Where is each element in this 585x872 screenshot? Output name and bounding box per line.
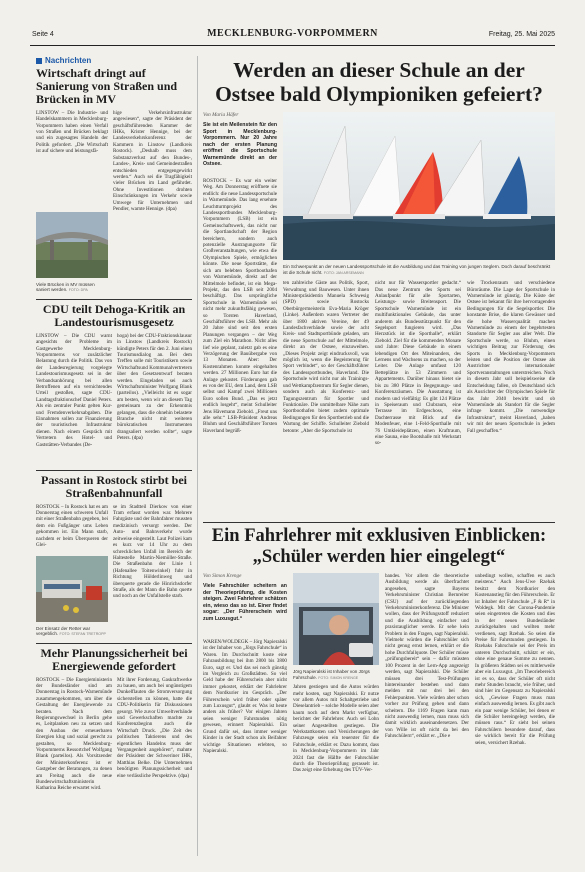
article-text: unbedingt wollen, schaffen es auch meistens.“ Auch Jens-Uwe Rzehak besitzt dem Nordkurier den Kostenanstieg für den Führerschein. Er ist Inhaber der Fahrschule „F & R“ in Woldegk. Mit der Corona-Pandemie seien eingetreten die Kosten und dies in der neuen Bundesländer zurückgehalten und wollten mehr verdienen, sagt Rzehak. So seien die Preise für Fahrstunden gestiegen. In Rzehaks Fahrschule sei der Preis im unteren Durchschnitt, schätzt er ein, ohne eine genaue Summe zu nennen. In größeren Städten sei es mittlerweile aber ein Luxusgut. „Im Theoriebereich ist es so, dass der Schüler oft nicht mehr Stunden braucht, wie früher, und sind hier im Gegensatz zu Napieralski sich, „Gewisse Fragen muss man einfach auswendig lernen. Es gibt auch ein paar wenige Schüler, bei denen er die Schüler hereingelegt werden, die müssen raus.“ Er sieht bei seinen Fahrschülern besondere darauf, dass sie wirklich bereit für die Prüfung seien, versichert Rzehak.	[474, 573, 555, 746]
article-text: Jahren gestiegen und die Autos würden mehr kosten, sagt Napieralski. Er nutze vor allem Autos mit Schaltgetriebe und Dieselantrieb – solche Modelle seien aber kaum noch auf dem Markt verfügbar, berichtet der Fahrlehrer. Auch sei Lohn seiner Angestellten gestiegen. Die Werkstattkosten und Versicherungen der Fahrzeuge seien ein teuerster für die Fahrschule, erklärt er. Dazu kommt, dass in Mecklenburg-Vorpommern im Jahr 2024 fast die Hälfte der Fahrschüler durch die Theorieprüfung gerasselt ist. Das zeigt eine Erhebung des TÜV-Ver-	[292, 684, 379, 774]
article-text: WAREN/WOLDEGK – Jörg Napieralski ist der Inhaber von „Jörgs Fahrschule“ in Waren. Im Durchschnitt koste eine Fahrausbildung bei ihm 2800 bis 3800 Euro, sagt er. Und das sei noch günstig im Vergleich zu Großstädten. So viel Geld habe der Führerschein aber nicht immer gekostet, erklärt der Fahrlehrer dem Nordkurier im Gespräch. „Der Führerschein wird früher oder später zum Luxusgut“, glaubt er. Was ist heute anders als früher? Vor einigen Jahren seien weniger Fahrstunden nötig gewesen, erinnert Napieralski. Ein Grund dafür sei, dass immer weniger Kinder in der Stadt schon als Beifahrer wichtige Situationen erlebten, so Napieralski.	[203, 639, 287, 754]
article-lead: Viele Fahrschüler scheitern an der Theorieprüfung, die Kosten steigen. Zwei Fahrlehrer schätzen ein, wieso das so ist. Einer findet sogar: „Der Führerschein wird zum Luxusgut.“	[203, 583, 287, 622]
photo-caption: Ein Schwerpunkt an der neuen Landessportschule ist die Ausbildung und das Training von jungen Seglern. Doch darauf beschränkt ist die Schule nicht. FOTO: JAN ARSEMANN	[283, 264, 551, 275]
photo-caption: Jörg Napieralski ist Inhaber von Jörgs Fahrschule. FOTO: SIMON KRENGE	[292, 669, 370, 680]
photo-caption: Viele Brücken in MV müssen saniert werden. FOTO: DPA	[36, 281, 95, 293]
article-lead: Sie ist ein Meilenstein für den Sport in Mecklenburg-Vorpommern. Nur 20 Jahre nach der ersten Planung eröffnet die Sportschule Warnemünde direkt an der Ostsee.	[203, 122, 277, 167]
article-text: ten zahlreiche Gäste aus Politik, Sport, Verwaltung und Bauwesen. Unter ihnen Ministerpräsidentin Manuela Schwesig (SPD) sowie Rostocks Oberbürgermeisterin Eva-Maria Kröger (Linke). Außerdem waren Vertreter der über 1800 aktiven Vereine, der 49 Landesfachverbände sowie der acht Kreis- und Stadtsportbünde geladen, um die neue Sportschule auf der Mittelmole, direkt an der Ostsee, einzuweihen. „Dieses Projekt zeigt eindrucksvoll, was möglich ist, wenn die Begeisterung für Sport verbindet“, so der Geschäftsführer des Landessportbundes, Haverland. Die Sportschule wird nicht nur als Trainings- und Wettkampfzentrum für Segler dienen, sondern auch als Konferenz- und Tagungszentrum für Sportler und Funktionäre. Die unmittelbare Nähe zum Sportboothafen bietet zudem optimale Bedingungen für den Sportbetrieb und die Wartung der Schiffe. Schulleiter Ziebold betonte: „Aber die Sportschule ist	[283, 280, 369, 434]
article-text: LINSTOW – Die Industrie- und Handelskammern in Mecklenburg-Vorpommern haben einen Verfall von Straßen und Brücken beklagt und ein zugesagtes Handeln der Politik gefordert. „Die Wirtschaft ist auf sichere und leistungsfä-	[36, 109, 108, 155]
article-title: Wirtschaft dringt auf Sanierung von Straßen und Brücken in MV	[36, 66, 178, 106]
main-article	[203, 56, 555, 538]
article-title: Passant in Rostock stirbt bei Straßenbahnunfall	[40, 472, 187, 500]
issue-date: Freitag, 25. Mai 2025	[488, 31, 555, 38]
main-headline: Werden an dieser Schule an der Ostsee bald Olympioniken gefeiert?	[215, 58, 543, 106]
article-text: ROSTOCK – Es war ein weiter Weg. Am Donnerstag eröffnete sie endlich: die neue Landessportschule in Warnemünde. Das lang ersehnte Leuchtturmprojekt des Landessportbundes Mecklenburg-Vorpommern (LSB) ist ein Gemeinschaftswerk, das nicht nur die Sportlandschaft der Region bereichern, sondern auch potenzielle Austragungsorte für Großveranstaltungen, wie etwa die Olympischen Spiele, ermöglichen könnte. Die neue Sportstätte, die sich am belebten Sportboothafen von Warnemünde, direkt auf der Mittelmole befindet, ist ein Mega-Projekt, das den LSB seit 2004 beschäftigt. Das ursprüngliche Sportschule in Warnemünde sei nicht mehr zukunftsfähig gewesen, so Torsten Haverland, Geschäftsführer des LSB. Mehr als 20 Jahre sind seit den ersten Planungen vergangen – der Weg zum Ziel ein Marathon. Nicht alles lief wie geplant, zuletzt gab es eine Verzögerung der Bauübergabe von 13 Monaten. Aber: Der Kostenrahmen konnte eingehalten werden. 27 Millionen Euro hat die Anlage gekostet. Förderungen gab es von der EU, dem Land, dem LSB selbst und Kampf zwei Millionen Euro sollen Bund. „Das es jetzt endlich losgeht“, meint Schulleiter Jens Hävemann Ziebold. „Freut uns alle sehr.“ LSB-Präsident Andreas Bluhm und Geschäftsführer Torsten Haverland begrüß-	[203, 178, 277, 434]
page-header	[0, 0, 585, 54]
driving-instructor-photo	[293, 573, 379, 665]
page-number: Seite 4	[32, 31, 54, 38]
author-line: Von Simon Krenge	[203, 573, 242, 579]
article-text: nicht nur für Wassersportler gedacht.“ Das neue Zentrum des Sports sei Anlaufpunkt für alle Sportarten, Leistungs- sowie Breitensport. Die Sportschule Warnemünde ist ein multifunktionales Gebäude, das unter anderem als Bundesstützpunkt für den Segelsport fungieren wird. „Das Herzstück ist die Sporthalle“, erklärt Ziebold. Ziel für die kommenden Monate und Jahre: Diese Gebäude in einem lebendigen Ort des Miteinanders, des Lernens und Wachsens zu machen, so der Leiter. Die Anlage umfasst 120 Betteplätze in 53 Zimmern und Appartements. Darüber hinaus bietet sie bis zu 380 Plätze in Begegnungs- und Konferenzräumen. Die Ausstattung ist modern und vielfältig: Es gibt 124 Plätze in Speiseraum und Clubraum, eine Terrasse im Erdgeschoss, eine Dachterrasse mit Blick auf die Modenfeuer, eine 1-Feld-Sporthalle mit 76 Umkleideplätzen, einen Kraftraum, eine Sauna, eine Bootshalle mit Werkstatt so-	[375, 280, 461, 447]
column-divider	[197, 56, 198, 856]
article-title: CDU teilt Dehoga-Kritik an Landestourismusgesetz	[42, 301, 186, 329]
article-text: ROSTOCK – In Rostock hat es am Donnerstag einen schweren Unfall mit einer Straßenbahn gegeben, bei dem ein Fußgänger ums Leben gekommen ist. Ein Mann starb, nachdem er beim Überqueren der Glei-	[36, 503, 108, 549]
header-rule	[30, 45, 555, 46]
article-text: wie Trockenraum und verschiedene Büroräume. Die Lage der Sportschule in Warnemünde ist günstig. Die Küste der Ostsee ist bekannt für ihre hervorragenden Bedingungen für die Segelsportler. Die konstante Brise, die klaren Gewässer und die hohe Wasserqualität machen Warnemünde zu einem der begehrtesten Standorte für Segler aus aller Welt. Die Sportschule werde, so Bluhm, einen wichtigen Beitrag zur Förderung des Sports in Mecklenburg-Vorpommern leisten und die Position der Ostsee als Austrichter internationaler Sportveranstaltungen unterstreichen. Noch in diesem Jahr soll beispielsweise die Entscheidung fallen, ob Deutschland sich als Ausrichter der Olympischen Spiele für das Jahr 2040 bewirbt und ob Warnemünde als Standort für die Segler infrage kommt. „Die notwendige Infrastruktur“, meint Haverland, „haben wir mit der neuen Sportschule in jedem Fall geschaffen.“	[467, 280, 555, 434]
photo-caption: Der Einsatz der Retter war vergeblich. FOTO: STEFAN TRETROPP	[36, 625, 106, 637]
news-kicker: Nachrichten	[36, 56, 192, 65]
bridge-photo	[36, 212, 108, 278]
square-marker-icon	[36, 58, 42, 64]
news-column	[36, 56, 192, 809]
section-title: MECKLENBURG-VORPOMMERN	[207, 28, 378, 39]
author-line: Von Maria Häfer	[203, 112, 239, 118]
article-text: bandes. Vor allem die theoretische Ausbildung werde als überfrachtet angesehen, sagte Bayerns Verkehrsminister Christian Bernreiter (CSU) auf der zurückliegenden Verkehrsministerkonferenz. Die Minister wollen, dass der Prüfungsstoff reduziert und die Ausbildung einfacher und praxistauglicher werde. Er sehe kein Problem in den Fragen, sagt Napieralski. Vielmehr würden die Fahrschüler sich nicht genug ernst lernen, erklärt er die hohe Durchfallquote. Der Schüler müsse „prüfungsbereit“ sein – dafür müssten 100 Prozent in der Lern-App angezeigt werden, sagt Napieralski. Die Schüler müssen drei Test-Prüfungen hintereinander bestehen und dann melden mit nur drei bei den Fehlerpunkten. Viele würden aber schon vorher zur Prüfung gehen und dann scheitern. Die 1169 Fragen kann man nicht auswendig lernen, man muss sich damit wirklich auseinandersetzen. Der von Wille ist oft nicht da bei den Fahrschülern“, erklärt er. „Die e	[384, 573, 469, 740]
article-text: LINSTOW – Die CDU warnt angesichts der Probleme im Gastgewerbe Mecklenburg-Vorpommerns vor zusätzlicher Belastung durch die Politik. Das von der Landesregierung vorgelegte Landestourismusgesetz sei in der Verbandsanhörung bei allen Betroffenen auf ein vernichtendes Urteil gestoßen, sagte CDU-Landtagsfraktionschef Daniel Peters. Als ein zentraler Punkt gelten Kur- und Fremdenverkehrsabgaben. Die Einnahmen sollen zur Finanzierung der touristischen Infrastruktur dienen. Nach einem Gespräch mit Vertretern des Hotel- und Gaststätten-Verbandes (De-	[36, 332, 112, 448]
article-text: se im Stadtteil Dierkow von einer Tram erfasst worden war. Mehrere Fahrgäste und der Bahnfahrer mussten medizinisch versorgt werden. Der Auto- und Bahnverkehr wurde zeitweise eingestellt. Laut Polizei kam es kurz vor 14 Uhr zu dem schrecklichen Unfall im Bereich der Haltestelle Martin-Niemöller-Straße. Die Straßenbahn der Linie 1 (Hafenallee Toitenwinkel) fuhr in Richtung Hölderlinweg und überquerte gerade die Hinrichsdorfer Straße, als der Mann die Bahn querte und noch an der Unfallstelle starb.	[113, 503, 192, 600]
article-text: hige Verkehrsinfrastruktur angewiesen“, sagte der Präsident der geschäftsführenden Kammer der IHKs, Krister Hennige, bei der Landesverkehrskonferenz der Kammern in Linstow (Landkreis Rostock). „Deshalb muss dem Substanzverlust auf den Bundes-, Landes-, Kreis- und Gemeindestraßen entschieden entgegengewirkt werden.“ Auch sei die Tragfähigkeit vieler Brücken im Land gefährdet. Ohne Investitionen drohten Einschränkungen im Verkehr sowie Umwege für Unternehmen und Pendler, warnte Hennige. (dpa)	[113, 109, 192, 212]
article-text: hoga) bei der CDU-Fraktionsklausur in Linstow (Landkreis Rostock) kündigte Peters für den 2. Juni einen Tourismusdialog an. Bei dem Treffen solle mit Touristikern sowie Wirtschaftsund Kommunalvertretern über den Gesetzentwurf beraten werden. Eingeladen sei auch Wirtschaftsminister Wolfgang Blank (parteilos). „Vielleicht ist es sogar am besten, wenn wir an diesem Tag gemeinsam zu der Erkenntnis gelangen, dass die ohnehin belastete Branche nicht mit weiteren bürokratischen Instrumenten drangsaliert werden sollte“, sagte Peters. (dpa)	[117, 332, 192, 442]
second-article	[203, 526, 555, 830]
article-text: Mit ihrer Forderung, Gaskraftwerke zu bauen, um auch bei ungünstigem Dunkelflauten die Stromversorgung sicherstellen zu können, hatte die CDU-Politikerin für Diskussionen gesorgt. Wie zuvor Umweltverbände und Gewerkschaften machte zu Konferenzbeginn auch die Wirtschaft Druck. „Die Zeit des politischen Taktierens und des eigentlichen Handelns muss der Vergangenheit angehören“, mahnte der Präsident der Schweriner IHK, Matthias Belke. Die Unternehmen benötigten Planungssicherheit und eine verlässliche Perspektive. (dpa)	[117, 676, 192, 779]
divider	[36, 470, 192, 471]
second-headline: Ein Fahrlehrer mit exklusiven Einblicken: „Schüler werden hier eingelegt“	[211, 526, 547, 567]
divider	[36, 643, 192, 644]
divider	[36, 299, 192, 300]
article-text: ROSTOCK – Die Energieministerin der Bundesländer sind am Donnerstag in Rostock-Warnemünde zusammengekommen, um über die Gestaltung der Energiewende zu beraten. Nach dem Regierungswechsel in Berlin gehe es, Leitplanken neu zu setzen und den Ausbau der erneuerbaren Energien klug und sozial gerecht zu gestalten, so Mecklenburg-Vorpommerns Ressortchef Wolfgang Blank (parteilos). Als Vorsitzender der Ministerkonferenz ist er Gastgeber der Beratungen, zu denen am Freitag auch die neue Bundeswirtschaftsministerin Katharina Reiche erwartet wird.	[36, 676, 112, 792]
sailing-photo	[283, 112, 555, 260]
accident-photo	[36, 556, 108, 622]
divider	[203, 522, 555, 523]
article-title: Mehr Planungssicherheit bei Energiewende gefordert	[40, 645, 188, 673]
